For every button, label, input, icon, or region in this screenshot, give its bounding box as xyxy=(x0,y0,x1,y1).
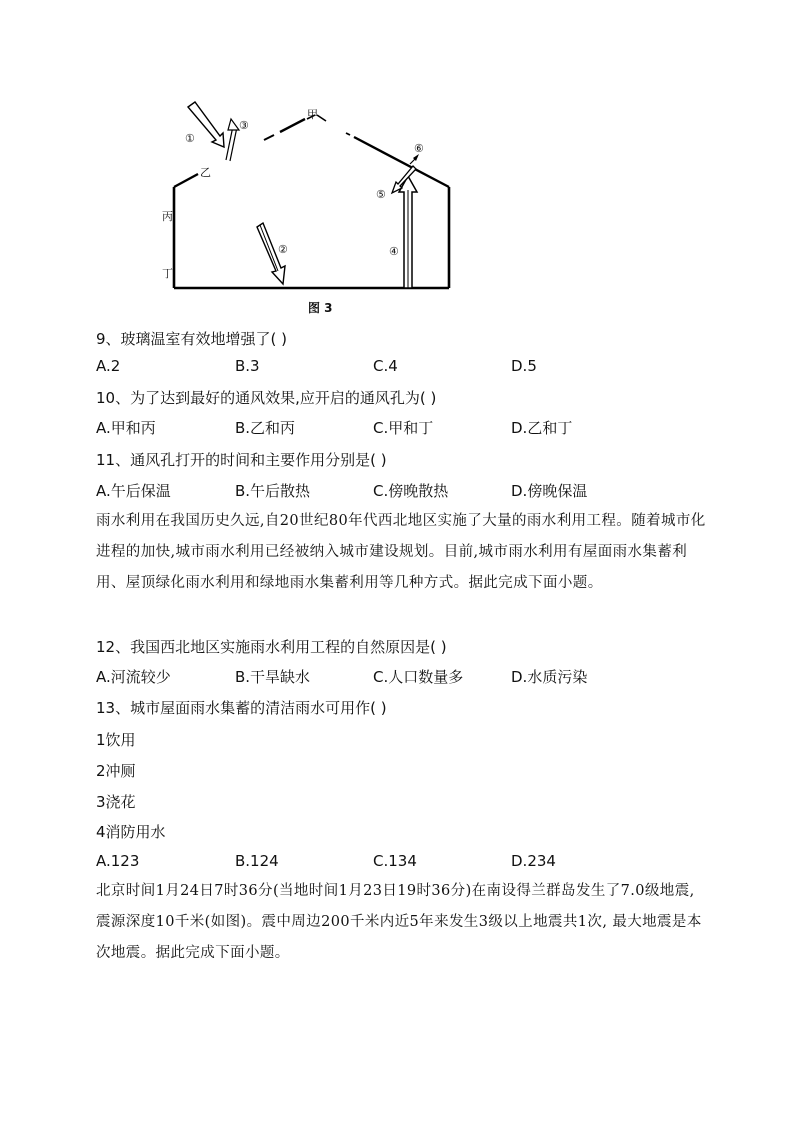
label-arrow-4: ④ xyxy=(389,245,399,258)
figure-caption: 图 3 xyxy=(308,301,333,315)
question-11-stem: 11、通风孔打开的时间和主要作用分别是( ) xyxy=(96,451,387,469)
q10-option-d[interactable]: D.乙和丁 xyxy=(511,419,573,437)
passage-rainwater: 雨水利用在我国历史久远,自20世纪80年代西北地区实施了大量的雨水利用工程。随着城市化进程的加快,城市雨水利用已经被纳入城市建设规划。目前,城市雨水利用有屋面雨水集蓄利用、屋顶绿化雨水利用和绿地雨水集蓄利用等几种方式。据此完成下面小题。 xyxy=(96,513,706,591)
label-ding: 丁 xyxy=(162,267,173,280)
roof-left-upper xyxy=(280,119,305,132)
q9-option-b[interactable]: B.3 xyxy=(235,357,260,375)
q11-option-d[interactable]: D.傍晚保温 xyxy=(511,482,588,500)
question-13-stem: 13、城市屋面雨水集蓄的清洁雨水可用作( ) xyxy=(96,699,387,717)
label-arrow-6: ⑥ xyxy=(414,142,424,155)
q11-option-b[interactable]: B.午后散热 xyxy=(235,482,311,500)
q12-option-a[interactable]: A.河流较少 xyxy=(96,668,171,686)
question-9-stem: 9、玻璃温室有效地增强了( ) xyxy=(96,330,288,348)
question-10-stem: 10、为了达到最好的通风效果,应开启的通风孔为( ) xyxy=(96,389,437,407)
q13-item-2: 2冲厕 xyxy=(96,762,136,780)
q13-option-b[interactable]: B.124 xyxy=(235,852,279,870)
passage-earthquake: 北京时间1月24日7时36分(当地时间1月23日19时36分)在南设得兰群岛发生了7.0级地震,震源深度10千米(如图)。震中周边200千米内近5年来发生3级以上地震共1次, 最大地震是本次地震。据此完成下面小题。 xyxy=(96,883,702,961)
q12-option-b[interactable]: B.干旱缺水 xyxy=(235,668,311,686)
q11-option-c[interactable]: C.傍晚散热 xyxy=(373,482,449,500)
arrow-3 xyxy=(226,119,239,161)
label-arrow-2: ② xyxy=(278,243,288,256)
q13-option-c[interactable]: C.134 xyxy=(373,852,417,870)
label-jia: 甲 xyxy=(307,108,318,121)
question-9-options xyxy=(96,357,696,379)
greenhouse-diagram xyxy=(160,100,460,325)
roof-left-dash xyxy=(264,135,274,140)
q13-item-3: 3浇花 xyxy=(96,793,136,811)
roof-left-lower xyxy=(174,174,198,187)
q10-option-c[interactable]: C.甲和丁 xyxy=(373,419,434,437)
q13-item-4: 4消防用水 xyxy=(96,823,166,841)
q9-option-a[interactable]: A.2 xyxy=(96,357,121,375)
label-arrow-5: ⑤ xyxy=(376,188,386,201)
label-bing: 丙 xyxy=(162,210,173,223)
q11-option-a[interactable]: A.午后保温 xyxy=(96,482,171,500)
label-arrow-1: ① xyxy=(185,132,195,145)
ridge-vent-right xyxy=(317,115,326,121)
q12-option-d[interactable]: D.水质污染 xyxy=(511,668,588,686)
q10-option-a[interactable]: A.甲和丙 xyxy=(96,419,156,437)
question-11-options xyxy=(96,480,696,502)
q9-option-d[interactable]: D.5 xyxy=(511,357,537,375)
q13-option-a[interactable]: A.123 xyxy=(96,852,140,870)
roof-right-dash xyxy=(346,133,350,135)
q12-option-c[interactable]: C.人口数量多 xyxy=(373,668,464,686)
greenhouse-svg xyxy=(160,100,460,300)
question-12-stem: 12、我国西北地区实施雨水利用工程的自然原因是( ) xyxy=(96,638,447,656)
label-arrow-3: ③ xyxy=(239,119,249,132)
q13-option-d[interactable]: D.234 xyxy=(511,852,556,870)
arrow-4 xyxy=(399,176,417,288)
question-10-options xyxy=(96,417,696,439)
q10-option-b[interactable]: B.乙和丙 xyxy=(235,419,296,437)
q9-option-c[interactable]: C.4 xyxy=(373,357,398,375)
label-yi: 乙 xyxy=(200,166,211,179)
arrow-6 xyxy=(410,154,419,164)
q13-item-1: 1饮用 xyxy=(96,731,136,749)
question-12-options xyxy=(96,666,696,688)
question-13-options xyxy=(96,852,696,874)
